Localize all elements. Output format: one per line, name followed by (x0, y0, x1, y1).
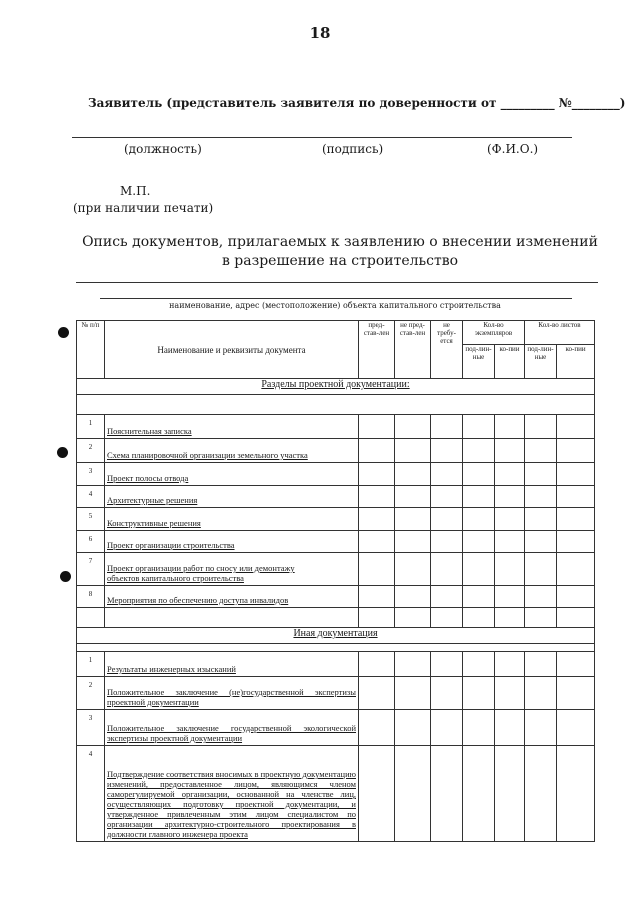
cell (557, 415, 595, 439)
cell (525, 710, 557, 746)
header-sheets-count: Кол-во листов (525, 321, 595, 345)
cell (395, 586, 431, 608)
spacer-row (77, 644, 595, 652)
cell (359, 586, 395, 608)
cell (525, 439, 557, 463)
row-number: 7 (77, 553, 105, 586)
cell (495, 486, 525, 508)
cell (395, 553, 431, 586)
cell (431, 531, 463, 553)
cell (359, 508, 395, 531)
table-row (77, 608, 595, 628)
punch-hole-mark (58, 327, 69, 338)
cell (557, 677, 595, 710)
row-name: Пояснительная записка (105, 415, 359, 439)
cell (463, 531, 495, 553)
row-number: 8 (77, 586, 105, 608)
cell (463, 486, 495, 508)
cell (431, 553, 463, 586)
documents-table (76, 320, 595, 842)
cell (395, 531, 431, 553)
cell (395, 652, 431, 677)
cell (557, 531, 595, 553)
cell (431, 746, 463, 842)
row-name: Подтверждение соответствия вносимых в проектную документацию изменений, предоставленное лицом, являющимся членом саморегулируемой организации, основанной на членстве лиц, осуществляющих подготовку проектной документации, и утвержденное привлеченным этим лицом специалистом по организации архитектурно-строительного проектирования в должности главного инженера проекта (105, 746, 359, 842)
cell (431, 652, 463, 677)
row-name: Архитектурные решения (105, 486, 359, 508)
header-copies: ко-пии (557, 345, 595, 379)
cell (463, 553, 495, 586)
cell (463, 415, 495, 439)
cell (495, 677, 525, 710)
cell (395, 486, 431, 508)
cell (495, 531, 525, 553)
signature-line (72, 137, 572, 138)
cell (463, 508, 495, 531)
cell (525, 415, 557, 439)
cell (431, 463, 463, 486)
cell (557, 652, 595, 677)
table-row (77, 486, 595, 508)
cell (525, 652, 557, 677)
cell (395, 463, 431, 486)
cell (359, 746, 395, 842)
row-name: Проект полосы отвода (105, 463, 359, 486)
cell (359, 710, 395, 746)
stamp-label: М.П. (120, 184, 151, 198)
signature-label: (подпись) (322, 142, 384, 156)
cell (557, 746, 595, 842)
cell (463, 652, 495, 677)
table-row (77, 553, 595, 586)
row-name: Схема планировочной организации земельного участка (105, 439, 359, 463)
row-name: Конструктивные решения (105, 508, 359, 531)
cell (395, 677, 431, 710)
cell (495, 710, 525, 746)
cell (395, 439, 431, 463)
header-num: № п/п (77, 321, 105, 379)
row-number: 2 (77, 677, 105, 710)
table-row (77, 710, 595, 746)
cell (105, 608, 359, 628)
table-row (77, 586, 595, 608)
header-originals: под-лин-ные (525, 345, 557, 379)
cell (463, 439, 495, 463)
object-caption: наименование, адрес (местоположение) объекта капитального строительства (169, 301, 501, 310)
table-row (77, 415, 595, 439)
cell (431, 677, 463, 710)
cell (77, 608, 105, 628)
cell (525, 586, 557, 608)
cell (359, 553, 395, 586)
cell (557, 439, 595, 463)
table-row (77, 508, 595, 531)
cell (525, 608, 557, 628)
table-row (77, 677, 595, 710)
cell (495, 608, 525, 628)
cell (463, 710, 495, 746)
document-title: Опись документов, прилагаемых к заявлению о внесении изменений в разрешение на строительство (82, 234, 598, 269)
page-number: 18 (309, 24, 331, 42)
row-number: 5 (77, 508, 105, 531)
cell (395, 746, 431, 842)
cell (495, 415, 525, 439)
cell (557, 508, 595, 531)
cell (395, 710, 431, 746)
cell (463, 677, 495, 710)
cell (359, 531, 395, 553)
row-number: 1 (77, 652, 105, 677)
cell (525, 508, 557, 531)
cell (359, 463, 395, 486)
cell (525, 746, 557, 842)
cell (395, 508, 431, 531)
row-number: 6 (77, 531, 105, 553)
table-row (77, 746, 595, 842)
cell (557, 553, 595, 586)
cell (431, 508, 463, 531)
position-label: (должность) (124, 142, 202, 156)
cell (431, 415, 463, 439)
cell (431, 439, 463, 463)
cell (557, 608, 595, 628)
spacer-row (77, 395, 595, 415)
header-not-submitted: не пред-став-лен (395, 321, 431, 379)
cell (431, 710, 463, 746)
cell (525, 531, 557, 553)
punch-hole-mark (57, 447, 68, 458)
row-number: 4 (77, 746, 105, 842)
header-originals: под-лин-ные (463, 345, 495, 379)
cell (463, 746, 495, 842)
row-number: 1 (77, 415, 105, 439)
row-number: 2 (77, 439, 105, 463)
punch-hole-mark (60, 571, 71, 582)
table-row (77, 531, 595, 553)
section-heading: Разделы проектной документации: (77, 379, 595, 395)
row-name: Проект организации строительства (105, 531, 359, 553)
section-heading: Иная документация (77, 628, 595, 644)
cell (525, 486, 557, 508)
cell (359, 486, 395, 508)
cell (463, 608, 495, 628)
cell (395, 608, 431, 628)
table-row (77, 463, 595, 486)
row-name: Мероприятия по обеспечению доступа инвалидов (105, 586, 359, 608)
row-number: 4 (77, 486, 105, 508)
cell (359, 652, 395, 677)
cell (431, 608, 463, 628)
cell (525, 553, 557, 586)
cell (557, 586, 595, 608)
cell (359, 608, 395, 628)
cell (557, 710, 595, 746)
header-copies: ко-пии (495, 345, 525, 379)
cell (463, 463, 495, 486)
cell (463, 586, 495, 608)
table-row (77, 652, 595, 677)
row-name: Положительное заключение (не)государственной экспертизы проектной документации (105, 677, 359, 710)
row-name: Результаты инженерных изысканий (105, 652, 359, 677)
applicant-line: Заявитель (представитель заявителя по доверенности от _________ №________) (88, 96, 626, 110)
cell (495, 586, 525, 608)
cell (557, 486, 595, 508)
cell (431, 486, 463, 508)
cell (525, 463, 557, 486)
cell (359, 439, 395, 463)
row-name: Положительное заключение государственной экологической экспертизы проектной документации (105, 710, 359, 746)
header-name: Наименование и реквизиты документа (105, 321, 359, 379)
cell (495, 652, 525, 677)
cell (359, 415, 395, 439)
cell (495, 439, 525, 463)
cell (495, 463, 525, 486)
row-name: Проект организации работ по сносу или демонтажу объектов капитального строительства (105, 553, 359, 586)
object-line (100, 298, 572, 299)
cell (495, 553, 525, 586)
cell (431, 586, 463, 608)
name-label: (Ф.И.О.) (487, 142, 539, 156)
cell (395, 415, 431, 439)
cell (557, 463, 595, 486)
row-number: 3 (77, 463, 105, 486)
header-submitted: пред-став-лен (359, 321, 395, 379)
cell (525, 677, 557, 710)
header-copies-count: Кол-во экземпляров (463, 321, 525, 345)
row-number: 3 (77, 710, 105, 746)
blank-line (76, 282, 598, 283)
header-not-required: не требу-ется (431, 321, 463, 379)
table-row (77, 439, 595, 463)
stamp-note: (при наличии печати) (73, 201, 214, 215)
cell (495, 508, 525, 531)
cell (359, 677, 395, 710)
cell (495, 746, 525, 842)
